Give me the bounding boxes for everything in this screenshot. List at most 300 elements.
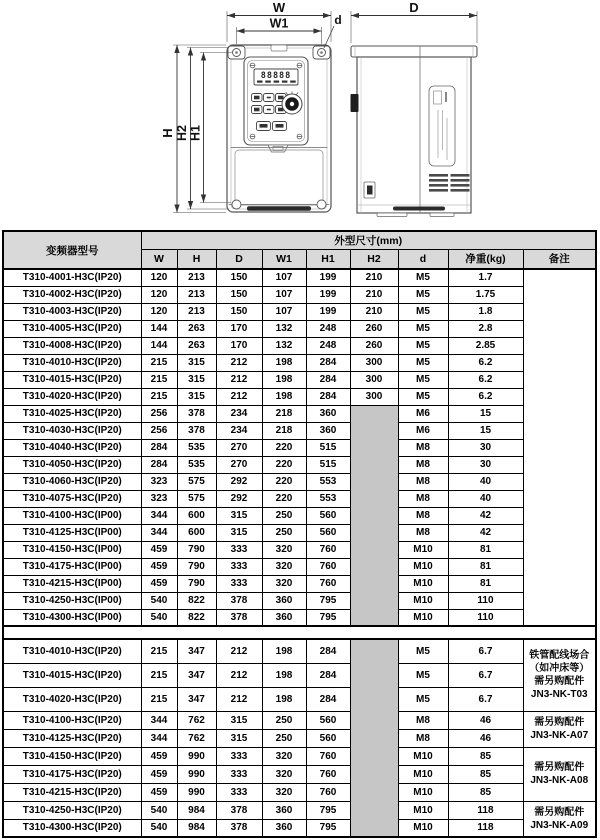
screw-cell: M5 bbox=[398, 303, 448, 320]
w1-cell: 360 bbox=[262, 592, 306, 609]
w1-cell: 218 bbox=[262, 422, 306, 439]
w1-cell: 198 bbox=[262, 371, 306, 388]
h1-cell: 795 bbox=[306, 609, 350, 626]
weight-cell: 85 bbox=[448, 783, 523, 801]
col-header-screw: d bbox=[398, 249, 448, 269]
model-cell: T310-4020-H3C(IP20) bbox=[3, 388, 141, 405]
w1-cell: 250 bbox=[262, 507, 306, 524]
weight-cell: 42 bbox=[448, 524, 523, 541]
w-cell: 344 bbox=[141, 729, 177, 747]
w-cell: 256 bbox=[141, 422, 177, 439]
w-cell: 344 bbox=[141, 711, 177, 729]
weight-cell: 40 bbox=[448, 490, 523, 507]
separator-cell bbox=[141, 626, 177, 639]
w1-cell: 107 bbox=[262, 286, 306, 303]
model-cell: T310-4040-H3C(IP20) bbox=[3, 439, 141, 456]
h1-cell: 553 bbox=[306, 473, 350, 490]
h-cell: 822 bbox=[177, 592, 216, 609]
keypad-buttons bbox=[252, 94, 287, 131]
h1-cell: 284 bbox=[306, 687, 350, 711]
screw-cell: M8 bbox=[398, 456, 448, 473]
screw-cell: M10 bbox=[398, 783, 448, 801]
separator-cell bbox=[350, 626, 398, 639]
d-cell: 292 bbox=[216, 473, 262, 490]
h-cell: 984 bbox=[177, 801, 216, 819]
h-cell: 535 bbox=[177, 439, 216, 456]
table-row bbox=[3, 687, 596, 711]
keypad-panel bbox=[244, 57, 308, 145]
dim-label-height: H bbox=[160, 128, 175, 138]
h2-cell bbox=[350, 747, 398, 765]
d-cell: 212 bbox=[216, 663, 262, 687]
model-cell: T310-4175-H3C(IP20) bbox=[3, 765, 141, 783]
model-cell: T310-4100-H3C(IP00) bbox=[3, 507, 141, 524]
h1-cell: 560 bbox=[306, 729, 350, 747]
h1-cell: 360 bbox=[306, 405, 350, 422]
weight-cell: 15 bbox=[448, 422, 523, 439]
h-cell: 990 bbox=[177, 747, 216, 765]
weight-cell: 2.85 bbox=[448, 337, 523, 354]
h2-cell bbox=[350, 765, 398, 783]
w1-cell: 250 bbox=[262, 729, 306, 747]
h-cell: 762 bbox=[177, 711, 216, 729]
h-cell: 213 bbox=[177, 286, 216, 303]
d-cell: 333 bbox=[216, 783, 262, 801]
d-cell: 212 bbox=[216, 371, 262, 388]
col-header-remark: 备注 bbox=[523, 249, 596, 269]
weight-cell: 30 bbox=[448, 439, 523, 456]
h-cell: 347 bbox=[177, 663, 216, 687]
screw-cell: M5 bbox=[398, 286, 448, 303]
h1-cell: 248 bbox=[306, 320, 350, 337]
weight-cell: 1.8 bbox=[448, 303, 523, 320]
h2-cell bbox=[350, 490, 398, 507]
h2-cell bbox=[350, 609, 398, 626]
h2-cell bbox=[350, 592, 398, 609]
w-cell: 459 bbox=[141, 747, 177, 765]
screw-cell: M10 bbox=[398, 747, 448, 765]
table-row bbox=[3, 575, 596, 592]
top-notch bbox=[271, 45, 287, 51]
screw-cell: M10 bbox=[398, 765, 448, 783]
weight-cell: 6.2 bbox=[448, 388, 523, 405]
model-cell: T310-4175-H3C(IP00) bbox=[3, 558, 141, 575]
h-cell: 790 bbox=[177, 558, 216, 575]
weight-cell: 81 bbox=[448, 575, 523, 592]
display-digits: 88888 bbox=[260, 71, 292, 81]
separator-cell bbox=[216, 626, 262, 639]
separator-cell bbox=[262, 626, 306, 639]
d-cell: 333 bbox=[216, 575, 262, 592]
w1-cell: 220 bbox=[262, 473, 306, 490]
weight-cell: 46 bbox=[448, 729, 523, 747]
remark-cell: 需另购配件 JN3-NK-A09 bbox=[523, 801, 596, 837]
h-cell: 535 bbox=[177, 456, 216, 473]
model-column-header: 变频器型号 bbox=[3, 231, 141, 269]
weight-cell: 15 bbox=[448, 405, 523, 422]
col-header-weight: 净重(kg) bbox=[448, 249, 523, 269]
h-cell: 378 bbox=[177, 422, 216, 439]
d-cell: 315 bbox=[216, 524, 262, 541]
weight-cell: 42 bbox=[448, 507, 523, 524]
col-header-d: D bbox=[216, 249, 262, 269]
h2-cell: 300 bbox=[350, 371, 398, 388]
h2-cell bbox=[350, 439, 398, 456]
w-cell: 459 bbox=[141, 541, 177, 558]
screw-cell: M8 bbox=[398, 490, 448, 507]
model-cell: T310-4001-H3C(IP20) bbox=[3, 269, 141, 286]
d-cell: 234 bbox=[216, 405, 262, 422]
h2-cell bbox=[350, 422, 398, 439]
w-cell: 344 bbox=[141, 524, 177, 541]
h-cell: 347 bbox=[177, 687, 216, 711]
h2-cell bbox=[350, 801, 398, 819]
w1-cell: 250 bbox=[262, 711, 306, 729]
h2-cell: 300 bbox=[350, 354, 398, 371]
remark-cell: 需另购配件 JN3-NK-A08 bbox=[523, 747, 596, 801]
screw-cell: M8 bbox=[398, 439, 448, 456]
d-cell: 315 bbox=[216, 507, 262, 524]
weight-cell: 46 bbox=[448, 711, 523, 729]
d-cell: 378 bbox=[216, 801, 262, 819]
separator-cell bbox=[3, 626, 141, 639]
h1-cell: 284 bbox=[306, 371, 350, 388]
model-cell: T310-4015-H3C(IP20) bbox=[3, 663, 141, 687]
weight-cell: 6.7 bbox=[448, 663, 523, 687]
table-row bbox=[3, 439, 596, 456]
weight-cell: 81 bbox=[448, 541, 523, 558]
w-cell: 120 bbox=[141, 303, 177, 320]
w1-cell: 220 bbox=[262, 490, 306, 507]
weight-cell: 118 bbox=[448, 801, 523, 819]
model-cell: T310-4150-H3C(IP00) bbox=[3, 541, 141, 558]
w-cell: 144 bbox=[141, 320, 177, 337]
screw-cell: M10 bbox=[398, 801, 448, 819]
h1-cell: 760 bbox=[306, 747, 350, 765]
remark-cell: 铁管配线场合 （如冲床等） 需另购配件 JN3-NK-T03 bbox=[523, 639, 596, 711]
w-cell: 144 bbox=[141, 337, 177, 354]
dimensions-table bbox=[2, 230, 597, 838]
w-cell: 459 bbox=[141, 765, 177, 783]
separator-cell bbox=[306, 626, 350, 639]
table-row bbox=[3, 801, 596, 819]
screw-cell: M5 bbox=[398, 388, 448, 405]
screw-cell: M8 bbox=[398, 473, 448, 490]
table-row bbox=[3, 337, 596, 354]
weight-cell: 6.7 bbox=[448, 639, 523, 663]
screw-cell: M10 bbox=[398, 609, 448, 626]
h-cell: 990 bbox=[177, 765, 216, 783]
weight-cell: 6.2 bbox=[448, 371, 523, 388]
d-cell: 378 bbox=[216, 592, 262, 609]
h-cell: 790 bbox=[177, 575, 216, 592]
w1-cell: 360 bbox=[262, 609, 306, 626]
h1-cell: 360 bbox=[306, 422, 350, 439]
d-cell: 234 bbox=[216, 422, 262, 439]
h1-cell: 199 bbox=[306, 303, 350, 320]
table-row bbox=[3, 819, 596, 837]
model-cell: T310-4300-H3C(IP20) bbox=[3, 819, 141, 837]
h1-cell: 199 bbox=[306, 286, 350, 303]
front-view-drawing bbox=[227, 45, 331, 212]
weight-cell: 85 bbox=[448, 765, 523, 783]
table-row bbox=[3, 507, 596, 524]
h2-cell: 260 bbox=[350, 337, 398, 354]
w-cell: 540 bbox=[141, 609, 177, 626]
h-cell: 822 bbox=[177, 609, 216, 626]
side-view-drawing bbox=[351, 46, 478, 217]
h2-cell bbox=[350, 575, 398, 592]
screw-cell: M5 bbox=[398, 269, 448, 286]
model-cell: T310-4125-H3C(IP20) bbox=[3, 729, 141, 747]
separator-cell bbox=[398, 626, 448, 639]
table-row bbox=[3, 303, 596, 320]
h2-cell: 210 bbox=[350, 286, 398, 303]
d-cell: 170 bbox=[216, 337, 262, 354]
h1-cell: 760 bbox=[306, 765, 350, 783]
model-cell: T310-4100-H3C(IP20) bbox=[3, 711, 141, 729]
model-cell: T310-4215-H3C(IP00) bbox=[3, 575, 141, 592]
table-row bbox=[3, 592, 596, 609]
weight-cell: 110 bbox=[448, 609, 523, 626]
dim-label-width: W bbox=[272, 0, 286, 15]
h-cell: 378 bbox=[177, 405, 216, 422]
table-row bbox=[3, 639, 596, 663]
h-cell: 347 bbox=[177, 639, 216, 663]
h1-cell: 560 bbox=[306, 711, 350, 729]
h2-cell bbox=[350, 524, 398, 541]
d-cell: 333 bbox=[216, 558, 262, 575]
w-cell: 459 bbox=[141, 575, 177, 592]
h-cell: 263 bbox=[177, 337, 216, 354]
h-cell: 315 bbox=[177, 371, 216, 388]
table-row bbox=[3, 729, 596, 747]
screw-cell: M5 bbox=[398, 663, 448, 687]
h1-cell: 760 bbox=[306, 783, 350, 801]
h-cell: 990 bbox=[177, 783, 216, 801]
d-cell: 170 bbox=[216, 320, 262, 337]
model-cell: T310-4250-H3C(IP00) bbox=[3, 592, 141, 609]
table-row bbox=[3, 286, 596, 303]
h2-cell bbox=[350, 639, 398, 663]
h1-cell: 199 bbox=[306, 269, 350, 286]
weight-cell: 1.7 bbox=[448, 269, 523, 286]
h2-cell: 210 bbox=[350, 303, 398, 320]
h2-cell bbox=[350, 507, 398, 524]
h-cell: 790 bbox=[177, 541, 216, 558]
h2-cell: 300 bbox=[350, 388, 398, 405]
h2-cell bbox=[350, 711, 398, 729]
h1-cell: 760 bbox=[306, 541, 350, 558]
col-header-w: W bbox=[141, 249, 177, 269]
model-cell: T310-4025-H3C(IP20) bbox=[3, 405, 141, 422]
h1-cell: 284 bbox=[306, 388, 350, 405]
d-cell: 315 bbox=[216, 729, 262, 747]
h-cell: 762 bbox=[177, 729, 216, 747]
w1-cell: 360 bbox=[262, 819, 306, 837]
screw-cell: M8 bbox=[398, 524, 448, 541]
w-cell: 344 bbox=[141, 507, 177, 524]
w-cell: 215 bbox=[141, 354, 177, 371]
d-cell: 212 bbox=[216, 388, 262, 405]
h1-cell: 284 bbox=[306, 354, 350, 371]
screw-cell: M10 bbox=[398, 575, 448, 592]
h-cell: 263 bbox=[177, 320, 216, 337]
table-body bbox=[3, 269, 596, 837]
model-cell: T310-4125-H3C(IP00) bbox=[3, 524, 141, 541]
weight-cell: 2.8 bbox=[448, 320, 523, 337]
w1-cell: 320 bbox=[262, 747, 306, 765]
dim-label-height1: H1 bbox=[188, 125, 203, 141]
w-cell: 323 bbox=[141, 490, 177, 507]
separator-cell bbox=[177, 626, 216, 639]
w1-cell: 107 bbox=[262, 303, 306, 320]
table-row bbox=[3, 765, 596, 783]
h-cell: 984 bbox=[177, 819, 216, 837]
w-cell: 215 bbox=[141, 687, 177, 711]
screw-cell: M10 bbox=[398, 592, 448, 609]
w1-cell: 320 bbox=[262, 575, 306, 592]
model-cell: T310-4002-H3C(IP20) bbox=[3, 286, 141, 303]
model-cell: T310-4010-H3C(IP20) bbox=[3, 354, 141, 371]
weight-cell: 85 bbox=[448, 747, 523, 765]
drawing-svg bbox=[0, 0, 600, 228]
model-cell: T310-4003-H3C(IP20) bbox=[3, 303, 141, 320]
model-cell: T310-4005-H3C(IP20) bbox=[3, 320, 141, 337]
weight-cell: 118 bbox=[448, 819, 523, 837]
weight-cell: 6.7 bbox=[448, 687, 523, 711]
h-cell: 315 bbox=[177, 354, 216, 371]
bottom-vent-bar bbox=[247, 206, 311, 211]
w-cell: 120 bbox=[141, 269, 177, 286]
outline-drawing bbox=[0, 0, 600, 228]
model-cell: T310-4215-H3C(IP20) bbox=[3, 783, 141, 801]
table-row bbox=[3, 388, 596, 405]
w1-cell: 220 bbox=[262, 439, 306, 456]
h1-cell: 515 bbox=[306, 456, 350, 473]
h2-cell bbox=[350, 663, 398, 687]
h1-cell: 795 bbox=[306, 592, 350, 609]
d-cell: 270 bbox=[216, 456, 262, 473]
dim-label-hole: d bbox=[334, 13, 342, 27]
w1-cell: 320 bbox=[262, 541, 306, 558]
model-cell: T310-4075-H3C(IP20) bbox=[3, 490, 141, 507]
screw-cell: M5 bbox=[398, 337, 448, 354]
model-cell: T310-4030-H3C(IP20) bbox=[3, 422, 141, 439]
h1-cell: 560 bbox=[306, 507, 350, 524]
dim-label-depth: D bbox=[409, 0, 419, 15]
d-cell: 333 bbox=[216, 765, 262, 783]
w1-cell: 360 bbox=[262, 801, 306, 819]
model-cell: T310-4150-H3C(IP20) bbox=[3, 747, 141, 765]
model-cell: T310-4060-H3C(IP20) bbox=[3, 473, 141, 490]
w-cell: 323 bbox=[141, 473, 177, 490]
w-cell: 215 bbox=[141, 371, 177, 388]
d-cell: 333 bbox=[216, 541, 262, 558]
model-cell: T310-4250-H3C(IP20) bbox=[3, 801, 141, 819]
screw-cell: M8 bbox=[398, 507, 448, 524]
w-cell: 540 bbox=[141, 592, 177, 609]
h2-cell bbox=[350, 456, 398, 473]
w-cell: 215 bbox=[141, 663, 177, 687]
w1-cell: 132 bbox=[262, 320, 306, 337]
h1-cell: 515 bbox=[306, 439, 350, 456]
d-cell: 212 bbox=[216, 639, 262, 663]
nameplate-label bbox=[429, 86, 455, 166]
w1-cell: 198 bbox=[262, 639, 306, 663]
h-cell: 575 bbox=[177, 473, 216, 490]
w-cell: 215 bbox=[141, 388, 177, 405]
screw-cell: M6 bbox=[398, 405, 448, 422]
side-connector-block bbox=[351, 94, 359, 112]
w1-cell: 198 bbox=[262, 354, 306, 371]
screw-cell: M10 bbox=[398, 541, 448, 558]
dim-label-width1: W1 bbox=[269, 16, 289, 31]
section-separator-row bbox=[3, 626, 596, 639]
table-row bbox=[3, 456, 596, 473]
model-cell: T310-4020-H3C(IP20) bbox=[3, 687, 141, 711]
w-cell: 284 bbox=[141, 439, 177, 456]
h1-cell: 248 bbox=[306, 337, 350, 354]
w-cell: 459 bbox=[141, 783, 177, 801]
screw-cell: M5 bbox=[398, 320, 448, 337]
h2-cell bbox=[350, 783, 398, 801]
model-cell: T310-4300-H3C(IP00) bbox=[3, 609, 141, 626]
w-cell: 540 bbox=[141, 819, 177, 837]
weight-cell: 1.75 bbox=[448, 286, 523, 303]
separator-cell bbox=[448, 626, 523, 639]
w1-cell: 107 bbox=[262, 269, 306, 286]
model-cell: T310-4050-H3C(IP20) bbox=[3, 456, 141, 473]
weight-cell: 6.2 bbox=[448, 354, 523, 371]
screw-cell: M5 bbox=[398, 687, 448, 711]
d-cell: 292 bbox=[216, 490, 262, 507]
d-cell: 212 bbox=[216, 687, 262, 711]
h2-cell bbox=[350, 819, 398, 837]
weight-cell: 30 bbox=[448, 456, 523, 473]
h2-cell bbox=[350, 729, 398, 747]
h-cell: 575 bbox=[177, 490, 216, 507]
table-row bbox=[3, 609, 596, 626]
h-cell: 600 bbox=[177, 524, 216, 541]
h1-cell: 760 bbox=[306, 558, 350, 575]
table-row bbox=[3, 405, 596, 422]
table-row bbox=[3, 524, 596, 541]
h-cell: 213 bbox=[177, 303, 216, 320]
w-cell: 459 bbox=[141, 558, 177, 575]
table-row bbox=[3, 320, 596, 337]
d-cell: 315 bbox=[216, 711, 262, 729]
d-cell: 378 bbox=[216, 819, 262, 837]
col-header-h2: H2 bbox=[350, 249, 398, 269]
model-cell: T310-4008-H3C(IP20) bbox=[3, 337, 141, 354]
weight-cell: 40 bbox=[448, 473, 523, 490]
h-cell: 600 bbox=[177, 507, 216, 524]
h2-cell bbox=[350, 541, 398, 558]
table-row bbox=[3, 558, 596, 575]
w1-cell: 320 bbox=[262, 765, 306, 783]
w1-cell: 320 bbox=[262, 783, 306, 801]
w1-cell: 198 bbox=[262, 388, 306, 405]
screw-cell: M10 bbox=[398, 558, 448, 575]
h1-cell: 553 bbox=[306, 490, 350, 507]
h1-cell: 284 bbox=[306, 639, 350, 663]
w-cell: 540 bbox=[141, 801, 177, 819]
h-cell: 315 bbox=[177, 388, 216, 405]
dimensions-group-header: 外型尺寸(mm) bbox=[141, 231, 596, 249]
h2-cell: 210 bbox=[350, 269, 398, 286]
remark-cell: 需另购配件 JN3-NK-A07 bbox=[523, 711, 596, 747]
